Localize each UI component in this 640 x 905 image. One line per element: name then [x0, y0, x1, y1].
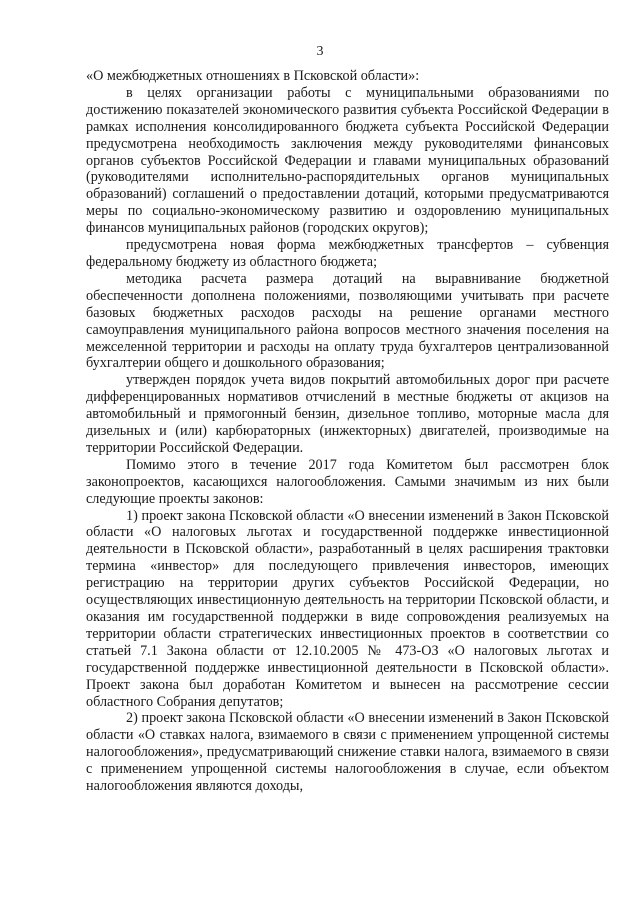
- paragraph-road-coverage: утвержден порядок учета видов покрытий автомобильных дорог при расчете дифференцированных нормативов отчислений в местные бюджеты от акцизов на автомобильный и прямогонный бензин, дизельное топливо, моторные масла для дизельных и (или) карбюраторных (инжекторных) двигателей, производимые на территории Российской Федерации.: [86, 372, 609, 456]
- paragraph-bill-2: 2) проект закона Псковской области «О внесении изменений в Закон Псковской области «О ставках налога, взимаемого в связи с применением упрощенной системы налогообложения», предусматривающий снижение ставки налога, взимаемого в связи с применением упрощенной системы налогообложения в случае, если объектом налогообложения являются доходы,: [86, 710, 609, 795]
- page-number: 3: [316, 44, 324, 59]
- document-body: [86, 68, 609, 795]
- paragraph-tax-bills-intro: Помимо этого в течение 2017 года Комитетом был рассмотрен блок законопроектов, касающихся налогообложения. Самыми значимым из них были следующие проекты законов:: [86, 456, 609, 507]
- paragraph-law-title: «О межбюджетных отношениях в Псковской области»:: [86, 68, 420, 84]
- paragraph-methodology: методика расчета размера дотаций на выравнивание бюджетной обеспеченности дополнена положениями, позволяющими учитывать при расчете базовых бюджетных расходов расходы на решение органами местного самоуправления муниципального района вопросов местного значения поселения на межселенной территории и расходы на оплату труда бухгалтеров централизованной бухгалтерии общего и дошкольного образования;: [86, 270, 609, 372]
- paragraph-subvention: предусмотрена новая форма межбюджетных трансфертов – субвенция федеральному бюджету из областного бюджета;: [86, 237, 609, 270]
- paragraph-bill-1: 1) проект закона Псковской области «О внесении изменений в Закон Псковской области «О налоговых льготах и государственной поддержке инвестиционной деятельности в Псковской области», разработанный в целях расширения трактовки термина «инвестор» для последующего привлечения инвесторов, имеющих регистрацию на территории других субъектов Российской Федерации, но осуществляющих инвестиционную деятельность на территории Псковской области, и оказания им государственной поддержки в виде сопровождения реализуемых на территории области стратегических инвестиционных проектов в соответствии со статьей 7.1 Закона области от 12.10.2005 № 473-ОЗ «О налоговых льготах и государственной поддержке инвестиционной деятельности в Псковской области». Проект закона был доработан Комитетом и вынесен на рассмотрение сессии областного Собрания депутатов;: [86, 507, 609, 710]
- paragraph-agreements: в целях организации работы с муниципальными образованиями по достижению показателей экономического развития субъекта Российской Федерации в рамках исполнения консолидированного бюджета субъекта Российской Федерации предусмотрена необходимость заключения между руководителями финансовых органов субъектов Российской Федерации и главами муниципальных образований (руководителями исполнительно-распорядительных органов муниципальных образований) соглашений о предоставлении дотаций, которыми предусматриваются меры по социально-экономическому развитию и оздоровлению муниципальных финансов муниципальных районов (городских округов);: [86, 84, 609, 237]
